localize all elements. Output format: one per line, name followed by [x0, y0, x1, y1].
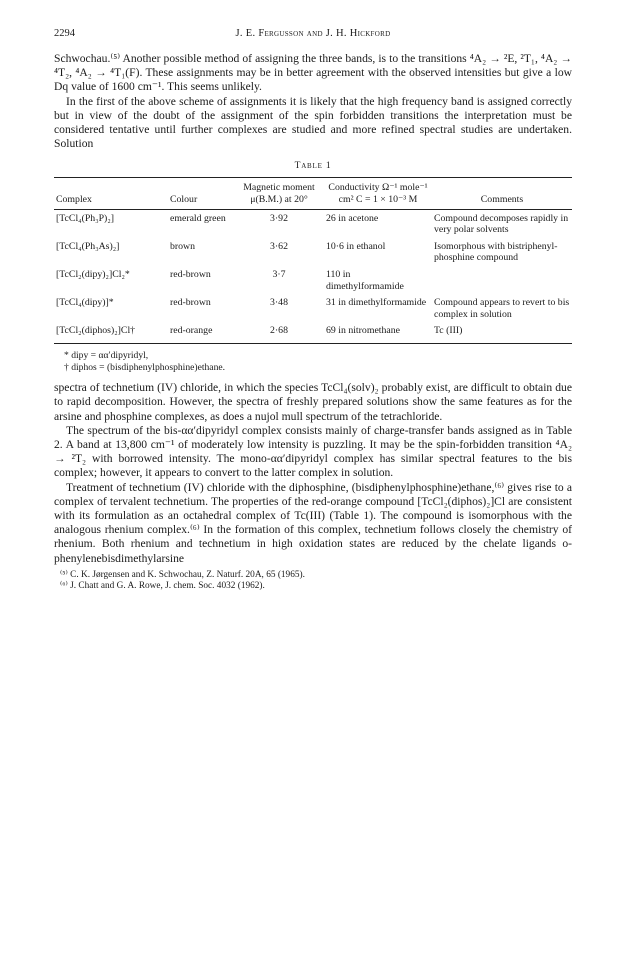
cell-complex: [TcCl₂(diphos)₂]Cl†: [54, 322, 168, 343]
table-row: [54, 238, 572, 266]
cell-comments: [432, 266, 572, 294]
reference-5: ⁽⁵⁾ C. K. Jørgensen and K. Schwochau, Z. Naturf. 20A, 65 (1965).: [60, 569, 305, 580]
table-caption: Table 1: [294, 161, 332, 172]
cell-conductivity: 26 in acetone: [326, 212, 379, 224]
cell-comments: Tc (III): [432, 322, 572, 343]
table-footnotes: [64, 350, 572, 373]
page-number: 2294: [54, 28, 75, 39]
references: [54, 570, 572, 593]
header-colour: Colour: [168, 178, 234, 209]
cell-conductivity: 69 in nitromethane: [324, 322, 432, 343]
cell-conductivity: 110 in dimethylformamide: [326, 268, 404, 292]
paragraph-bottom-3: Treatment of technetium (IV) chloride with the diphosphine, (bisdiphenylphosphine)ethane,⁽⁶⁾ gives rise to a complex of tervalent technetium. The properties of the red-orange compound [TcCl₂(diphos)₂]Cl are consistent with its formulation as an octahedral complex of Tc(III) (Table 1). The compound is isomorphous with the analogous rhenium complex.⁽⁶⁾ In the formation of this complex, technetium follows closely the chemistry of rhenium. Both rhenium and technetium in high oxidation states are reduced by the chelate ligands o-phenylenebisdimethylarsine: [54, 480, 572, 565]
cell-conductivity: 31 in dimethylformamide: [326, 297, 427, 309]
journal-page: [54, 28, 572, 593]
paragraph-bottom-1: spectra of technetium (IV) chloride, in which the species TcCl₄(solv)₂ probably exist, are difficult to obtain due to rapid decomposition. However, the spectra of freshly prepared solutions show the same features as for the arsine and phosphine complexes, as does a nujol mull spectrum of the tetrachloride.: [54, 381, 572, 423]
header-comments: Comments: [432, 178, 572, 209]
cell-complex: [TcCl₄(Ph₃As)₂]: [56, 240, 120, 252]
cell-colour: emerald green: [170, 212, 226, 224]
cell-moment: 3·92: [270, 212, 288, 224]
footnote-diphos: † diphos = (bisdiphenylphosphine)ethane.: [64, 361, 226, 373]
header-magnetic-moment: Magnetic moment μ(B.M.) at 20°: [234, 178, 324, 209]
cell-comments: Compound decomposes rapidly in very polar solvents: [434, 212, 569, 236]
header-conductivity: Conductivity Ω⁻¹ mole⁻¹ cm² C = 1 × 10⁻³ M: [324, 178, 432, 209]
table-1: [54, 177, 572, 344]
paragraph-top-1: Schwochau.⁽⁵⁾ Another possible method of assigning the three bands, is to the transitions ⁴A₂ → ²E, ²T₁, ⁴A₂ → ⁴T₂, ⁴A₂ → ⁴T₁(F). These assignments may be in better agreement with the observed intensities but give a low Dq value of 1600 cm⁻¹. This seems unlikely.: [54, 52, 572, 94]
cell-colour: red-orange: [168, 322, 234, 343]
cell-moment: 2·68: [234, 322, 324, 343]
cell-moment: 3·7: [272, 268, 286, 280]
cell-complex: [TcCl₂(dipy)₂]Cl₂*: [56, 268, 130, 280]
cell-moment: 3·48: [270, 297, 288, 309]
table-row: [54, 294, 572, 322]
cell-complex: [TcCl₄(Ph₃P)₂]: [56, 212, 114, 224]
cell-colour: red-brown: [170, 268, 211, 280]
header-complex: Complex: [54, 178, 168, 209]
paragraph-top-2: In the first of the above scheme of assignments it is likely that the high frequency band is assigned correctly but in view of the doubt of the assignment of the spin forbidden transitions the interpretation must be considered tentative until further complexes are studied and more refined spectral studies are undertaken. Solution: [54, 94, 572, 151]
table-row: [54, 209, 572, 238]
cell-complex: [TcCl₄(dipy)]*: [56, 297, 114, 309]
reference-6: ⁽⁶⁾ J. Chatt and G. A. Rowe, J. chem. Soc. 4032 (1962).: [60, 581, 265, 592]
paragraph-bottom-2: The spectrum of the bis-αα′dipyridyl complex consists mainly of charge-transfer bands assigned as in Table 2. A band at 13,800 cm⁻¹ of moderately low intensity is puzzling. It may be the spin-forbidden transition ⁴A₂ → ²T₂ with borrowed intensity. The mono-αα′dipyridyl complex has similar spectral features to the bis complex; however, it appears to convert to the latter complex in solution.: [54, 423, 572, 480]
footnote-dipy: * dipy = αα′dipyridyl,: [64, 349, 149, 361]
cell-comments: Isomorphous with bistriphenyl-phosphine compound: [434, 240, 558, 264]
running-head: J. E. Fergusson and J. H. Hickford: [235, 28, 391, 39]
cell-moment: 3·62: [270, 240, 288, 252]
cell-colour: red-brown: [170, 297, 211, 309]
cell-comments: Compound appears to revert to bis complex in solution: [434, 297, 570, 320]
cell-colour: brown: [170, 240, 196, 252]
page-header: [54, 28, 572, 44]
cell-conductivity: 10·6 in ethanol: [326, 240, 386, 252]
table-row: [54, 322, 572, 343]
table-row: [54, 266, 572, 294]
